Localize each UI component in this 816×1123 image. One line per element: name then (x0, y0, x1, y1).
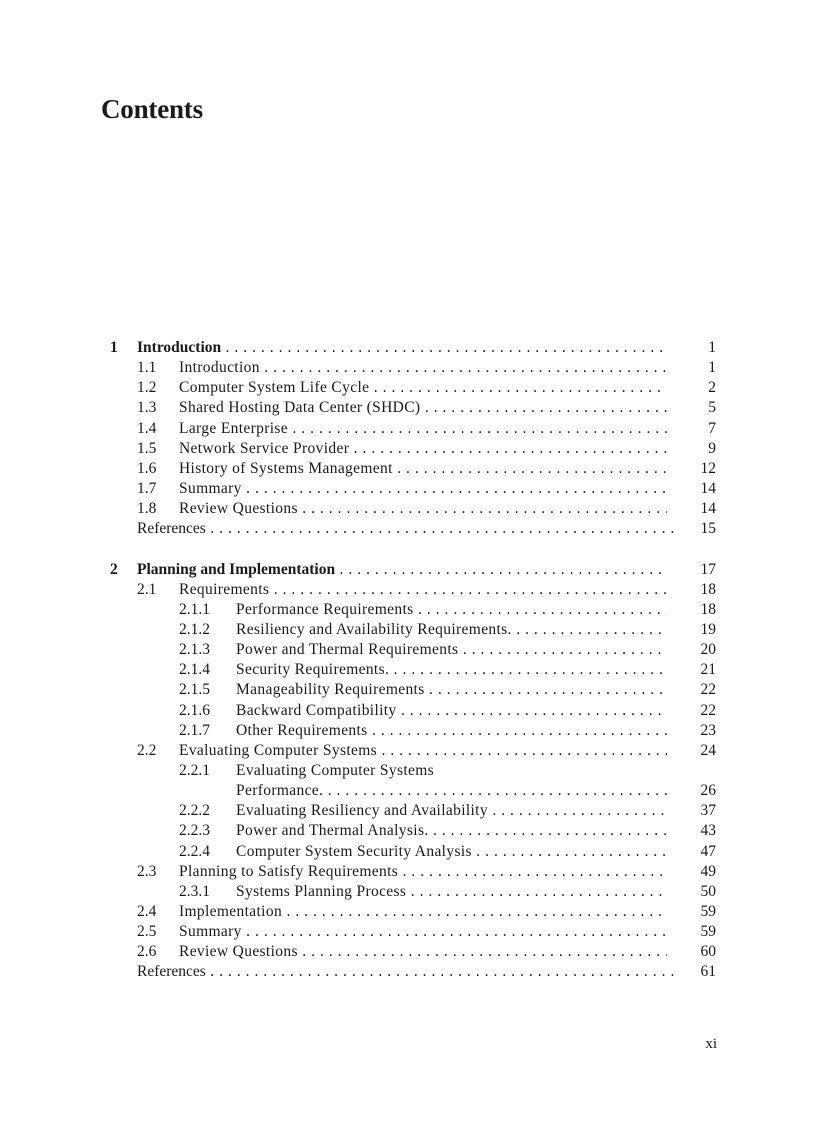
toc-entry-title-line (137, 519, 675, 539)
toc-entry-page: 26 (700, 782, 716, 800)
toc-entry-subsection-2-1-3[interactable] (0, 640, 816, 660)
toc-entry-number: 2.3 (137, 862, 157, 880)
toc-entry-page: 22 (700, 701, 716, 719)
toc-entry-title: References (137, 520, 206, 538)
toc-entry-page: 18 (700, 600, 716, 618)
toc-entry-number: 1.2 (137, 379, 157, 397)
toc-entry-title-line (179, 741, 667, 761)
table-of-contents (0, 338, 816, 983)
toc-entry-title-line (179, 439, 667, 459)
toc-entry-title: Systems Planning Process (236, 882, 407, 900)
toc-entry-title: Network Service Provider (179, 439, 350, 457)
toc-entry-title: Evaluating Computer Systems (236, 761, 435, 779)
toc-entry-chapter-2[interactable] (0, 560, 816, 580)
toc-entry-number: 1.6 (137, 459, 157, 477)
toc-entry-number: 2.3.1 (179, 882, 210, 900)
toc-entry-title-line (236, 600, 667, 620)
toc-entry-page: 22 (700, 681, 716, 699)
toc-entry-section-2-6[interactable] (0, 942, 816, 962)
toc-entry-title-line (179, 459, 667, 479)
toc-entry-number: 2.1.4 (179, 661, 210, 679)
toc-entry-title: Computer System Life Cycle (179, 379, 370, 397)
toc-entry-title: References (137, 963, 206, 981)
toc-entry-subsection-2-2-2[interactable] (0, 801, 816, 821)
toc-entry-title: Introduction (179, 359, 260, 377)
toc-entry-subsection-2-2-1-line-1[interactable] (0, 761, 816, 781)
toc-entry-section-2-4[interactable] (0, 902, 816, 922)
toc-entry-page: 21 (700, 661, 716, 679)
toc-entry-title: Manageability Requirements (236, 681, 425, 699)
toc-entry-number: 2.2.1 (179, 761, 210, 779)
toc-entry-title: Evaluating Computer Systems (179, 741, 378, 759)
toc-entry-subsection-2-1-6[interactable] (0, 701, 816, 721)
toc-entry-number: 1.5 (137, 439, 157, 457)
toc-entry-title-line (179, 479, 667, 499)
toc-entry-number: 1.1 (137, 359, 157, 377)
toc-entry-title: Other Requirements (236, 721, 368, 739)
toc-entry-title-line (179, 580, 667, 600)
toc-entry-title-line (236, 842, 667, 862)
toc-entry-section-2-5[interactable] (0, 922, 816, 942)
toc-entry-title-line (179, 902, 667, 922)
toc-entry-title-line (179, 419, 667, 439)
toc-entry-number: 1.8 (137, 500, 157, 518)
toc-entry-title: Large Enterprise (179, 419, 289, 437)
toc-entry-title: Performance Requirements (236, 600, 414, 618)
toc-entry-number: 2.5 (137, 923, 157, 941)
toc-entry-title: Introduction (137, 339, 222, 356)
toc-entry-title: Shared Hosting Data Center (SHDC) (179, 399, 421, 417)
toc-entry-title: Security Requirements. (236, 661, 390, 679)
toc-entry-title-line (236, 660, 667, 680)
toc-entry-title-continued: Performance. (236, 782, 324, 800)
toc-entry-title-line (236, 781, 667, 801)
toc-entry-page: 49 (700, 862, 716, 880)
toc-entry-section-1-1[interactable] (0, 358, 816, 378)
toc-entry-page: 1 (708, 359, 716, 377)
toc-entry-title-line (236, 882, 667, 902)
toc-entry-page: 23 (700, 721, 716, 739)
toc-entry-page: 24 (700, 741, 716, 759)
toc-entry-section-2-2[interactable] (0, 741, 816, 761)
toc-entry-subsection-2-1-2[interactable] (0, 620, 816, 640)
toc-entry-title: Implementation (179, 902, 283, 920)
toc-entry-page: 37 (700, 802, 716, 820)
toc-entry-title: Summary (179, 479, 242, 497)
toc-entry-title-line (236, 620, 667, 640)
toc-entry-number: 1.3 (137, 399, 157, 417)
toc-entry-section-2-1[interactable] (0, 580, 816, 600)
toc-entry-page: 15 (700, 520, 716, 538)
toc-entry-page: 5 (708, 399, 716, 417)
toc-entry-title: Evaluating Resiliency and Availability (236, 802, 488, 820)
toc-entry-page: 12 (700, 459, 716, 477)
toc-entry-page: 43 (700, 822, 716, 840)
toc-entry-title-line (179, 862, 667, 882)
toc-entry-page: 17 (700, 560, 716, 578)
toc-entry-number: 2.2.4 (179, 842, 210, 860)
toc-entry-title-line (179, 358, 667, 378)
toc-entry-number: 2.1 (137, 580, 157, 598)
toc-entry-title: Review Questions (179, 943, 298, 961)
toc-entry-number: 2.2.3 (179, 822, 210, 840)
toc-entry-number: 2 (110, 560, 118, 578)
toc-entry-title-line (236, 821, 667, 841)
toc-entry-title-line (137, 560, 667, 580)
toc-entry-page: 60 (700, 943, 716, 961)
toc-entry-page: 18 (700, 580, 716, 598)
toc-entry-number: 1.4 (137, 419, 157, 437)
toc-entry-page: 19 (700, 620, 716, 638)
toc-entry-references-1[interactable] (0, 519, 816, 539)
toc-entry-section-1-8[interactable] (0, 499, 816, 519)
toc-entry-title-line (236, 801, 667, 821)
toc-entry-title: Backward Compatibility (236, 701, 397, 719)
toc-entry-number: 2.1.5 (179, 681, 210, 699)
toc-entry-title: Requirements (179, 580, 270, 598)
toc-entry-subsection-2-2-4[interactable] (0, 842, 816, 862)
toc-entry-subsection-2-1-7[interactable] (0, 721, 816, 741)
toc-entry-number: 1.7 (137, 479, 157, 497)
toc-entry-title: Planning and Implementation (137, 560, 336, 578)
toc-entry-title-line (236, 721, 667, 741)
toc-entry-title: Resiliency and Availability Requirements. (236, 620, 512, 638)
toc-entry-title-line (179, 378, 667, 398)
toc-entry-number: 2.1.1 (179, 600, 210, 618)
toc-entry-subsection-2-1-4[interactable] (0, 660, 816, 680)
toc-entry-page: 50 (700, 882, 716, 900)
toc-entry-page: 61 (700, 963, 716, 981)
toc-entry-title: Power and Thermal Requirements (236, 641, 459, 659)
toc-entry-page: 2 (708, 379, 716, 397)
toc-entry-page: 59 (700, 902, 716, 920)
toc-entry-title-line (179, 398, 667, 418)
toc-entry-title-line (236, 701, 667, 721)
toc-entry-number: 2.2 (137, 741, 157, 759)
toc-entry-subsection-2-2-3[interactable] (0, 821, 816, 841)
toc-entry-page: 14 (700, 500, 716, 518)
toc-entry-title-line (179, 499, 667, 519)
page-title: Contents (101, 94, 203, 124)
toc-entry-subsection-2-1-1[interactable] (0, 600, 816, 620)
toc-entry-title-line (137, 338, 667, 358)
toc-entry-title-line (179, 922, 667, 942)
toc-entry-section-2-3[interactable] (0, 862, 816, 882)
toc-entry-section-1-7[interactable] (0, 479, 816, 499)
toc-entry-number: 2.2.2 (179, 802, 210, 820)
page-number: xi (705, 1036, 717, 1052)
toc-entry-section-1-6[interactable] (0, 459, 816, 479)
toc-entry-number: 1 (110, 339, 118, 356)
toc-entry-number: 2.1.6 (179, 701, 210, 719)
toc-entry-section-1-4[interactable] (0, 419, 816, 439)
toc-entry-title: Summary (179, 923, 242, 941)
toc-entry-page: 14 (700, 479, 716, 497)
toc-entry-title-line (137, 962, 675, 982)
chapter-spacer (0, 539, 816, 559)
toc-entry-number: 2.4 (137, 902, 157, 920)
toc-entry-title: Computer System Security Analysis (236, 842, 472, 860)
toc-entry-title: Planning to Satisfy Requirements (179, 862, 399, 880)
toc-entry-page: 9 (708, 439, 716, 457)
toc-entry-subsection-2-2-1-line-2[interactable] (0, 781, 816, 801)
toc-entry-title-line (236, 761, 667, 781)
toc-entry-page: 59 (700, 923, 716, 941)
toc-entry-subsection-2-1-5[interactable] (0, 680, 816, 700)
toc-entry-title-line (236, 640, 667, 660)
toc-entry-page: 1 (708, 339, 716, 356)
toc-entry-number: 2.1.7 (179, 721, 210, 739)
toc-entry-title: Review Questions (179, 500, 298, 518)
toc-entry-references-2[interactable] (0, 962, 816, 982)
toc-entry-title: History of Systems Management (179, 459, 393, 477)
toc-entry-page: 7 (708, 419, 716, 437)
toc-entry-page: 47 (700, 842, 716, 860)
toc-entry-subsection-2-3-1[interactable] (0, 882, 816, 902)
toc-entry-chapter-1[interactable] (0, 338, 816, 358)
toc-entry-section-1-3[interactable] (0, 398, 816, 418)
toc-entry-section-1-2[interactable] (0, 378, 816, 398)
toc-entry-title: Power and Thermal Analysis. (236, 822, 429, 840)
toc-entry-section-1-5[interactable] (0, 439, 816, 459)
toc-entry-number: 2.6 (137, 943, 157, 961)
toc-entry-number: 2.1.2 (179, 620, 210, 638)
toc-entry-title-line (179, 942, 667, 962)
toc-entry-title-line (236, 680, 667, 700)
toc-entry-page: 20 (700, 641, 716, 659)
toc-entry-number: 2.1.3 (179, 641, 210, 659)
